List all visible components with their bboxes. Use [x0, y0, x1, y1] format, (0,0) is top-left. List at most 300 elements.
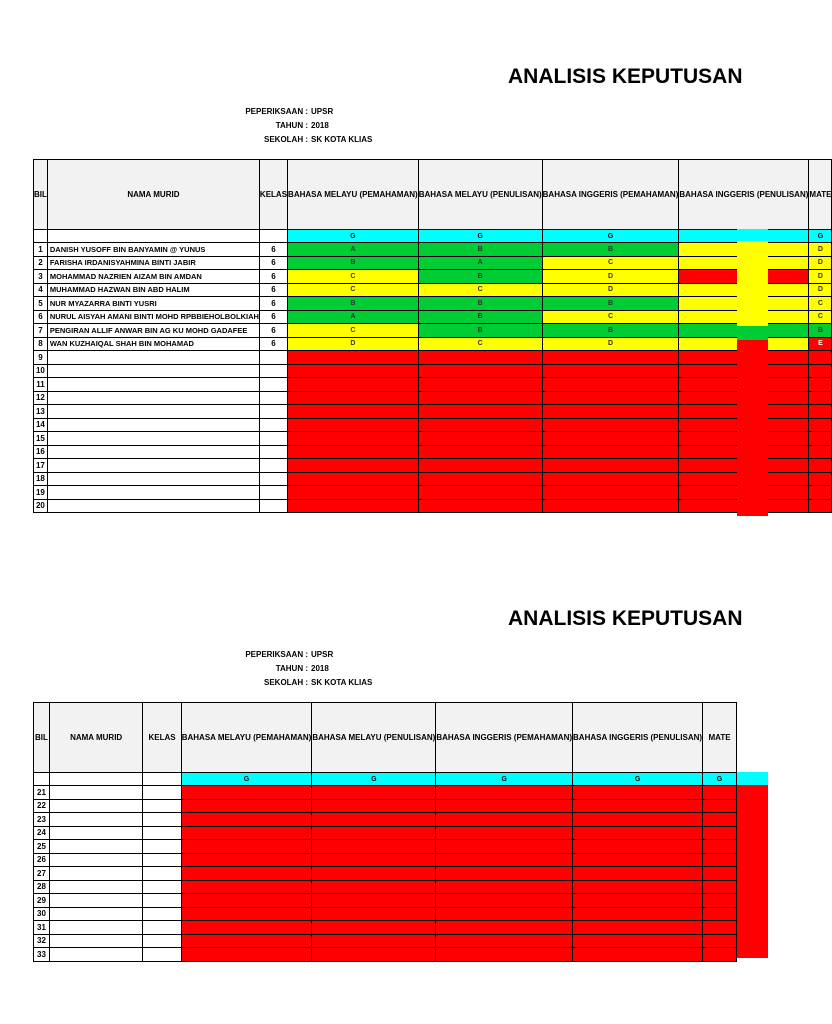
- grade-cell: [809, 445, 832, 459]
- nama-header: NAMA MURID: [49, 703, 142, 773]
- kelas-cell: [259, 351, 287, 365]
- kelas-cell: 6: [259, 324, 287, 338]
- table-row: [34, 853, 737, 867]
- grade-cell: [573, 880, 703, 894]
- kelas-cell: [259, 405, 287, 419]
- grade-cell: C: [288, 324, 419, 338]
- kelas-cell: [259, 364, 287, 378]
- grade-cell: [703, 948, 737, 962]
- kelas-cell: 6: [259, 283, 287, 297]
- grade-cell: D: [288, 337, 419, 351]
- grade-cell: [542, 378, 679, 392]
- table-row: [34, 880, 737, 894]
- grade-cell: [181, 921, 312, 935]
- grade-cell: [312, 921, 436, 935]
- grade-cell: [573, 867, 703, 881]
- peperiksaan-value: UPSR: [311, 107, 334, 116]
- tahun-label: TAHUN :: [275, 664, 308, 673]
- header-row: [34, 160, 832, 230]
- grade-cell: [809, 391, 832, 405]
- grade-cell: [312, 894, 436, 908]
- grade-cell: [181, 813, 312, 827]
- grade-cell: B: [418, 324, 542, 338]
- bil-cell: 1: [34, 243, 48, 257]
- peperiksaan-value: UPSR: [311, 650, 334, 659]
- grade-cell: [312, 840, 436, 854]
- sekolah-value: SK KOTA KLIAS: [311, 135, 373, 144]
- grade-cell: [288, 378, 419, 392]
- overflow-strip: [737, 772, 768, 785]
- grade-cell: [312, 948, 436, 962]
- grade-cell: [436, 921, 573, 935]
- g-label: G: [312, 773, 436, 786]
- subject-header: BAHASA MELAYU (PEMAHAMAN): [181, 703, 312, 773]
- grade-cell: [573, 813, 703, 827]
- bil-cell: 32: [34, 934, 50, 948]
- table-row: [34, 283, 832, 297]
- nama-cell: [49, 907, 142, 921]
- grade-cell: [436, 813, 573, 827]
- grade-cell: [573, 786, 703, 800]
- grade-cell: [181, 840, 312, 854]
- bil-cell: 5: [34, 297, 48, 311]
- grade-cell: [181, 907, 312, 921]
- bil-cell: 12: [34, 391, 48, 405]
- grade-cell: [703, 894, 737, 908]
- grade-cell: [288, 391, 419, 405]
- kelas-cell: [143, 853, 181, 867]
- subject-header: BAHASA MELAYU (PENULISAN): [418, 160, 542, 230]
- grade-cell: B: [288, 256, 419, 270]
- kelas-cell: [143, 907, 181, 921]
- kelas-cell: 6: [259, 256, 287, 270]
- grade-cell: C: [542, 256, 679, 270]
- grade-cell: [703, 934, 737, 948]
- bil-cell: 11: [34, 378, 48, 392]
- bil-cell: 13: [34, 405, 48, 419]
- grade-cell: [418, 378, 542, 392]
- bil-cell: 3: [34, 270, 48, 284]
- tahun-label: TAHUN :: [275, 121, 308, 130]
- page-title: ANALISIS KEPUTUSAN: [508, 607, 743, 630]
- table-row: [34, 867, 737, 881]
- nama-cell: [49, 867, 142, 881]
- grade-cell: [542, 391, 679, 405]
- kelas-cell: [143, 840, 181, 854]
- grade-label-row: [34, 773, 737, 786]
- kelas-cell: [143, 880, 181, 894]
- table-row: [34, 894, 737, 908]
- tahun-value: 2018: [311, 121, 329, 130]
- kelas-cell: 6: [259, 270, 287, 284]
- grade-cell: [573, 853, 703, 867]
- grade-cell: B: [418, 243, 542, 257]
- nama-cell: NURUL AISYAH AMANI BINTI MOHD RPBBIEHOLBOLKIAH: [47, 310, 259, 324]
- grade-cell: [312, 853, 436, 867]
- table-row: [34, 364, 832, 378]
- table-row: [34, 351, 832, 365]
- table-row: [34, 459, 832, 473]
- nama-header: NAMA MURID: [47, 160, 259, 230]
- grade-cell: [312, 907, 436, 921]
- grade-cell: [181, 826, 312, 840]
- table-row: [34, 310, 832, 324]
- grade-cell: [436, 853, 573, 867]
- grade-cell: [312, 813, 436, 827]
- grade-cell: [542, 432, 679, 446]
- bil-cell: 25: [34, 840, 50, 854]
- bil-cell: 18: [34, 472, 48, 486]
- grade-cell: [418, 459, 542, 473]
- bil-cell: 20: [34, 499, 48, 513]
- nama-cell: [49, 880, 142, 894]
- table-row: [34, 297, 832, 311]
- kelas-cell: [143, 934, 181, 948]
- kelas-cell: 6: [259, 310, 287, 324]
- table-row: [34, 486, 832, 500]
- grade-cell: [809, 486, 832, 500]
- grade-cell: [288, 364, 419, 378]
- kelas-cell: [143, 867, 181, 881]
- kelas-cell: [259, 445, 287, 459]
- grade-cell: C: [288, 270, 419, 284]
- bil-cell: 7: [34, 324, 48, 338]
- bil-cell: 4: [34, 283, 48, 297]
- grade-cell: [418, 445, 542, 459]
- grade-cell: [809, 432, 832, 446]
- grade-cell: [418, 391, 542, 405]
- grade-cell: C: [288, 283, 419, 297]
- table-row: [34, 499, 832, 513]
- table-row: [34, 472, 832, 486]
- kelas-cell: [259, 459, 287, 473]
- grade-cell: [418, 472, 542, 486]
- grade-cell: D: [809, 283, 832, 297]
- nama-cell: [47, 472, 259, 486]
- grade-cell: [809, 405, 832, 419]
- grade-cell: [181, 894, 312, 908]
- grade-cell: [542, 459, 679, 473]
- nama-cell: [49, 921, 142, 935]
- gap-cell: [34, 230, 48, 243]
- grade-cell: [436, 948, 573, 962]
- table-row: [34, 799, 737, 813]
- table-row: [34, 934, 737, 948]
- gap-cell: [34, 773, 50, 786]
- overflow-strip: [737, 340, 768, 516]
- grade-cell: [436, 799, 573, 813]
- bil-cell: 28: [34, 880, 50, 894]
- subject-header: BAHASA INGGERIS (PENULISAN): [573, 703, 703, 773]
- grade-cell: D: [809, 256, 832, 270]
- nama-cell: [47, 364, 259, 378]
- grade-cell: [573, 921, 703, 935]
- bil-cell: 14: [34, 418, 48, 432]
- overflow-strip: [737, 785, 768, 958]
- bil-header: BIL: [34, 160, 48, 230]
- bil-cell: 30: [34, 907, 50, 921]
- grade-cell: [288, 445, 419, 459]
- table-row: [34, 907, 737, 921]
- g-label: G: [573, 773, 703, 786]
- table-row: [34, 948, 737, 962]
- grade-cell: D: [542, 270, 679, 284]
- grade-cell: [436, 826, 573, 840]
- nama-cell: [47, 445, 259, 459]
- table-row: [34, 921, 737, 935]
- nama-cell: [49, 813, 142, 827]
- grade-cell: [181, 880, 312, 894]
- grade-cell: [312, 867, 436, 881]
- grade-cell: A: [288, 310, 419, 324]
- grade-cell: [288, 418, 419, 432]
- grade-cell: C: [809, 310, 832, 324]
- grade-cell: [573, 799, 703, 813]
- grade-cell: [703, 826, 737, 840]
- bil-cell: 8: [34, 337, 48, 351]
- kelas-cell: [143, 799, 181, 813]
- subject-header: BAHASA INGGERIS (PEMAHAMAN): [542, 160, 679, 230]
- grade-cell: [703, 867, 737, 881]
- gap-cell: [259, 230, 287, 243]
- grade-cell: C: [809, 297, 832, 311]
- grade-cell: C: [418, 283, 542, 297]
- grade-cell: [312, 786, 436, 800]
- grade-cell: [436, 786, 573, 800]
- grade-cell: [703, 840, 737, 854]
- grade-cell: [573, 934, 703, 948]
- exam-info: [200, 648, 460, 690]
- bil-cell: 6: [34, 310, 48, 324]
- grade-cell: [436, 840, 573, 854]
- kelas-cell: [143, 813, 181, 827]
- grade-cell: [436, 867, 573, 881]
- grade-cell: [573, 894, 703, 908]
- kelas-cell: [143, 948, 181, 962]
- grade-cell: [703, 853, 737, 867]
- grade-cell: [436, 934, 573, 948]
- grade-cell: [181, 853, 312, 867]
- kelas-cell: 6: [259, 337, 287, 351]
- grade-cell: [703, 813, 737, 827]
- subject-header: MATE: [809, 160, 832, 230]
- grade-cell: D: [542, 283, 679, 297]
- grade-cell: [542, 418, 679, 432]
- grade-cell: [418, 364, 542, 378]
- grade-cell: [573, 840, 703, 854]
- grade-cell: [809, 364, 832, 378]
- results-table-1: [33, 159, 832, 513]
- grade-cell: [418, 432, 542, 446]
- grade-cell: [288, 472, 419, 486]
- grade-cell: [288, 351, 419, 365]
- grade-cell: [181, 799, 312, 813]
- results-table-2: [33, 702, 737, 962]
- kelas-cell: [259, 418, 287, 432]
- gap-cell: [49, 773, 142, 786]
- nama-cell: [47, 351, 259, 365]
- grade-cell: [542, 445, 679, 459]
- subject-header: MATE: [703, 703, 737, 773]
- grade-cell: D: [809, 270, 832, 284]
- grade-cell: E: [809, 337, 832, 351]
- g-label: G: [288, 230, 419, 243]
- overflow-strip: [737, 229, 768, 241]
- grade-label-row: [34, 230, 832, 243]
- bil-cell: 27: [34, 867, 50, 881]
- kelas-cell: 6: [259, 243, 287, 257]
- kelas-cell: [259, 499, 287, 513]
- table-row: [34, 378, 832, 392]
- grade-cell: D: [542, 337, 679, 351]
- bil-cell: 2: [34, 256, 48, 270]
- grade-cell: [181, 934, 312, 948]
- grade-cell: B: [542, 297, 679, 311]
- peperiksaan-label: PEPERIKSAAN :: [245, 650, 308, 659]
- bil-cell: 21: [34, 786, 50, 800]
- kelas-header: KELAS: [143, 703, 181, 773]
- g-label: G: [809, 230, 832, 243]
- nama-cell: DANISH YUSOFF BIN BANYAMIN @ YUNUS: [47, 243, 259, 257]
- subject-header: BAHASA INGGERIS (PEMAHAMAN): [436, 703, 573, 773]
- table-row: [34, 243, 832, 257]
- grade-cell: [418, 351, 542, 365]
- kelas-cell: [259, 472, 287, 486]
- bil-cell: 16: [34, 445, 48, 459]
- table-row: [34, 826, 737, 840]
- grade-cell: [312, 880, 436, 894]
- grade-cell: [573, 907, 703, 921]
- grade-cell: [809, 418, 832, 432]
- kelas-header: KELAS: [259, 160, 287, 230]
- nama-cell: [47, 432, 259, 446]
- grade-cell: B: [418, 270, 542, 284]
- kelas-cell: [259, 378, 287, 392]
- header-row: [34, 703, 737, 773]
- overflow-strip: [737, 241, 768, 326]
- g-label: G: [436, 773, 573, 786]
- grade-cell: [809, 499, 832, 513]
- table-row: [34, 445, 832, 459]
- grade-cell: [703, 921, 737, 935]
- nama-cell: [49, 948, 142, 962]
- grade-cell: C: [542, 310, 679, 324]
- grade-cell: [418, 405, 542, 419]
- bil-cell: 23: [34, 813, 50, 827]
- overflow-strip: [737, 326, 768, 340]
- nama-cell: [49, 786, 142, 800]
- grade-cell: A: [288, 243, 419, 257]
- nama-cell: [47, 418, 259, 432]
- grade-cell: B: [288, 297, 419, 311]
- nama-cell: PENGIRAN ALLIF ANWAR BIN AG KU MOHD GADAFEE: [47, 324, 259, 338]
- nama-cell: [49, 853, 142, 867]
- subject-header: BAHASA INGGERIS (PENULISAN): [679, 160, 809, 230]
- grade-cell: [542, 405, 679, 419]
- sekolah-label: SEKOLAH :: [264, 135, 308, 144]
- grade-cell: [809, 378, 832, 392]
- grade-cell: A: [418, 256, 542, 270]
- bil-cell: 29: [34, 894, 50, 908]
- nama-cell: [47, 486, 259, 500]
- bil-header: BIL: [34, 703, 50, 773]
- grade-cell: [542, 472, 679, 486]
- grade-cell: [573, 948, 703, 962]
- grade-cell: B: [418, 310, 542, 324]
- nama-cell: [47, 391, 259, 405]
- grade-cell: [288, 405, 419, 419]
- nama-cell: MOHAMMAD NAZRIEN AIZAM BIN AMDAN: [47, 270, 259, 284]
- grade-cell: [809, 459, 832, 473]
- grade-cell: [418, 486, 542, 500]
- page-title: ANALISIS KEPUTUSAN: [508, 65, 743, 88]
- bil-cell: 22: [34, 799, 50, 813]
- subject-header: BAHASA MELAYU (PENULISAN): [312, 703, 436, 773]
- g-label: G: [181, 773, 312, 786]
- nama-cell: [49, 826, 142, 840]
- exam-info: [200, 105, 460, 147]
- grade-cell: [312, 826, 436, 840]
- nama-cell: [47, 459, 259, 473]
- gap-cell: [47, 230, 259, 243]
- nama-cell: [47, 378, 259, 392]
- grade-cell: B: [418, 297, 542, 311]
- nama-cell: [47, 405, 259, 419]
- nama-cell: WAN KUZHAIQAL SHAH BIN MOHAMAD: [47, 337, 259, 351]
- kelas-cell: [259, 432, 287, 446]
- grade-cell: [809, 351, 832, 365]
- kelas-cell: [259, 486, 287, 500]
- grade-cell: [288, 432, 419, 446]
- bil-cell: 17: [34, 459, 48, 473]
- table-row: [34, 813, 737, 827]
- grade-cell: B: [542, 243, 679, 257]
- table-row: [34, 256, 832, 270]
- grade-cell: [809, 472, 832, 486]
- grade-cell: [703, 786, 737, 800]
- kelas-cell: [143, 826, 181, 840]
- bil-cell: 19: [34, 486, 48, 500]
- bil-cell: 24: [34, 826, 50, 840]
- grade-cell: [542, 486, 679, 500]
- nama-cell: MUHAMMAD HAZWAN BIN ABD HALIM: [47, 283, 259, 297]
- table-row: [34, 337, 832, 351]
- nama-cell: [49, 934, 142, 948]
- g-label: G: [703, 773, 737, 786]
- grade-cell: [312, 934, 436, 948]
- tahun-value: 2018: [311, 664, 329, 673]
- table-row: [34, 405, 832, 419]
- table-row: [34, 786, 737, 800]
- grade-cell: [181, 867, 312, 881]
- table-row: [34, 324, 832, 338]
- kelas-cell: [143, 921, 181, 935]
- grade-cell: [288, 459, 419, 473]
- kelas-cell: [143, 786, 181, 800]
- grade-cell: [312, 799, 436, 813]
- bil-cell: 31: [34, 921, 50, 935]
- bil-cell: 15: [34, 432, 48, 446]
- table-row: [34, 840, 737, 854]
- grade-cell: D: [809, 243, 832, 257]
- grade-cell: B: [542, 324, 679, 338]
- table-row: [34, 418, 832, 432]
- kelas-cell: [143, 894, 181, 908]
- nama-cell: [49, 894, 142, 908]
- bil-cell: 9: [34, 351, 48, 365]
- grade-cell: [288, 486, 419, 500]
- grade-cell: [542, 351, 679, 365]
